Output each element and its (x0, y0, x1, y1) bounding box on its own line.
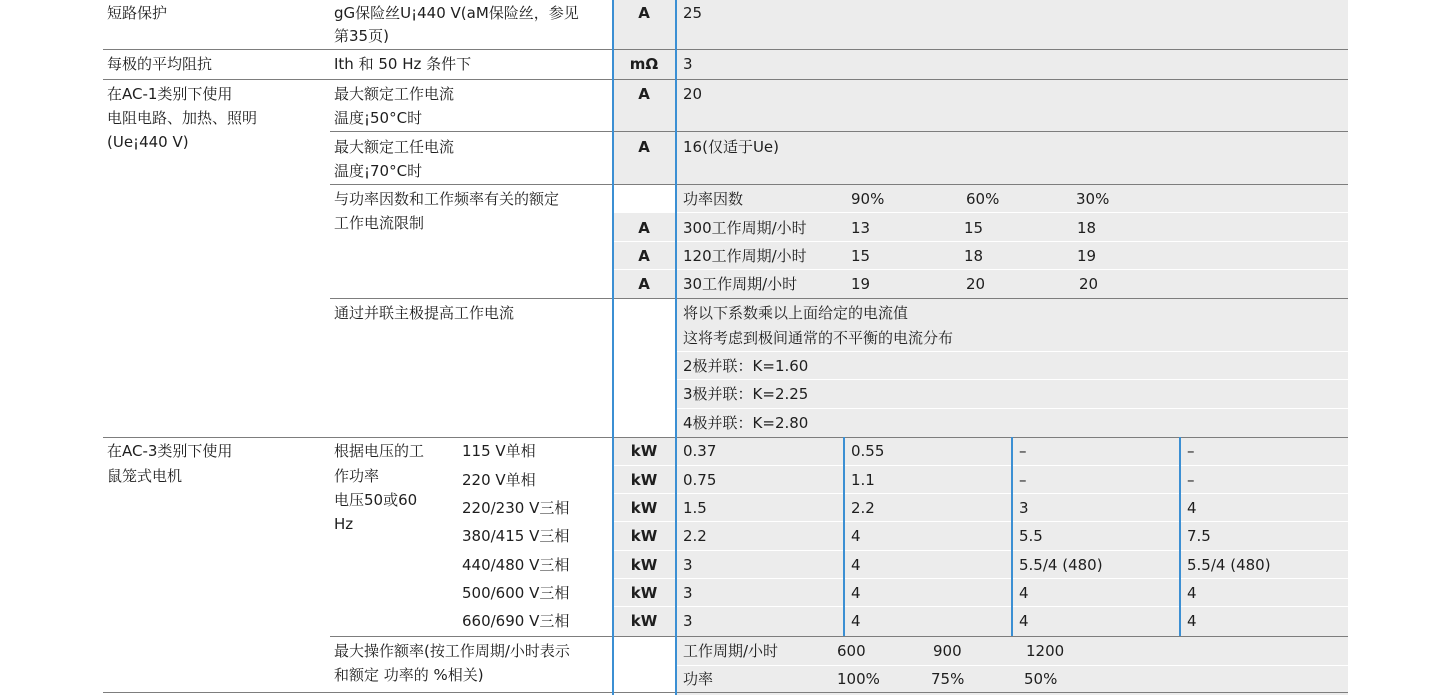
cell-separator (677, 379, 1348, 380)
unit-cell: kW (630, 471, 658, 489)
cell-separator (614, 212, 1348, 213)
cycle-row-value: 18 (1077, 219, 1097, 237)
row-divider (330, 131, 1348, 132)
power-value: 4 (1019, 584, 1029, 602)
power-value: 4 (851, 527, 861, 545)
cell-separator (614, 521, 1348, 522)
parallel-k-value: 4极并联：K=2.80 (683, 414, 809, 432)
power-value: 3 (1019, 499, 1029, 517)
power-value: 4 (1187, 499, 1197, 517)
power-value: 0.55 (851, 442, 885, 460)
power-value: 3 (683, 584, 693, 602)
power-by-voltage-label: 电压50或60 (334, 491, 418, 509)
current-limit-label: 与功率因数和工作频率有关的额定 (334, 190, 560, 208)
cycle-row-value: 15 (851, 247, 871, 265)
voltage-label: 440/480 V三相 (462, 556, 570, 574)
power-value: – (1187, 471, 1195, 489)
frequency-row-label: 功率 (683, 670, 714, 688)
cell-separator (614, 606, 1348, 607)
max-current-70-label: 温度¡70°C时 (334, 162, 423, 180)
unit-cell: A (638, 4, 650, 22)
power-value: 4 (851, 612, 861, 630)
power-by-voltage-label: 作功率 (334, 467, 380, 485)
power-value: – (1019, 471, 1027, 489)
unit-cell: A (638, 138, 650, 156)
power-value: 5.5 (1019, 527, 1043, 545)
voltage-label: 500/600 V三相 (462, 584, 570, 602)
ac1-category-label: 电阻电路、加热、照明 (107, 109, 258, 127)
unit-cell: A (638, 85, 650, 103)
power-value: 4 (1187, 612, 1197, 630)
row-divider (103, 49, 1348, 50)
power-value: – (1187, 442, 1195, 460)
frequency-row-value: 100% (837, 670, 880, 688)
voltage-label: 220 V单相 (462, 471, 536, 489)
short-circuit-condition: 第35页) (334, 27, 389, 45)
cycle-row-value: 13 (851, 219, 871, 237)
row-divider (330, 184, 1348, 185)
short-circuit-label: 短路保护 (107, 4, 168, 22)
power-value: 2.2 (683, 527, 707, 545)
max-current-70-value: 16(仅适于Ue) (683, 138, 779, 156)
unit-cell: A (638, 219, 650, 237)
cell-separator (677, 351, 1348, 352)
cycle-row-label: 30工作周期/小时 (683, 275, 798, 293)
unit-cell: A (638, 275, 650, 293)
cycle-row-value: 20 (966, 275, 986, 293)
unit-cell: kW (630, 499, 658, 517)
max-current-70-label: 最大额定工任电流 (334, 138, 455, 156)
cycle-row-value: 20 (1079, 275, 1099, 293)
current-limit-label: 工作电流限制 (334, 214, 425, 232)
value-column-rule (1011, 437, 1013, 636)
unit-column-right-rule (675, 0, 677, 695)
max-frequency-label: 和额定 功率的 %相关) (334, 666, 484, 684)
short-circuit-condition: gG保险丝U¡440 V(aM保险丝，参见 (334, 4, 579, 22)
cycle-row-label: 300工作周期/小时 (683, 219, 807, 237)
row-divider (330, 636, 1348, 637)
cell-separator (677, 665, 1348, 666)
cycle-row-value: 19 (1077, 247, 1097, 265)
power-value: 2.2 (851, 499, 875, 517)
cell-separator (614, 465, 1348, 466)
frequency-row-value: 75% (931, 670, 965, 688)
impedance-condition: Ith 和 50 Hz 条件下 (334, 55, 472, 73)
row-divider (103, 437, 1348, 438)
row-divider (103, 692, 1348, 693)
frequency-row-label: 工作周期/小时 (683, 642, 779, 660)
impedance-label: 每极的平均阻抗 (107, 55, 213, 73)
row-divider (103, 79, 1348, 80)
cycle-row-label: 120工作周期/小时 (683, 247, 807, 265)
voltage-label: 660/690 V三相 (462, 612, 570, 630)
power-value: 0.37 (683, 442, 717, 460)
unit-cell: kW (630, 584, 658, 602)
cell-separator (614, 241, 1348, 242)
power-factor-header: 30% (1076, 190, 1110, 208)
cycle-row-value: 15 (964, 219, 984, 237)
cell-separator (614, 578, 1348, 579)
max-current-50-label: 最大额定工作电流 (334, 85, 455, 103)
power-value: 4 (851, 556, 861, 574)
cycle-row-value: 19 (851, 275, 871, 293)
cycle-row-value: 18 (964, 247, 984, 265)
value-column-rule (843, 437, 845, 636)
parallel-k-value: 2极并联：K=1.60 (683, 357, 809, 375)
cell-separator (614, 269, 1348, 270)
power-value: 7.5 (1187, 527, 1211, 545)
max-frequency-label: 最大操作额率(按工作周期/小时表示 (334, 642, 570, 660)
power-value: 1.5 (683, 499, 707, 517)
unit-cell: mΩ (629, 55, 659, 73)
power-factor-header: 90% (851, 190, 885, 208)
unit-cell: kW (630, 612, 658, 630)
cell-separator (677, 408, 1348, 409)
short-circuit-value: 25 (683, 4, 703, 22)
unit-cell: kW (630, 527, 658, 545)
cell-separator (614, 550, 1348, 551)
unit-cell: kW (630, 556, 658, 574)
ac3-category-label: 在AC-3类别下使用 (107, 442, 233, 460)
voltage-label: 380/415 V三相 (462, 527, 570, 545)
max-current-50-label: 温度¡50°C时 (334, 109, 423, 127)
unit-cell: A (638, 247, 650, 265)
parallel-note: 将以下系数乘以上面给定的电流值 (683, 304, 909, 322)
ac1-category-label: 在AC-1类别下使用 (107, 85, 233, 103)
parallel-poles-label: 通过并联主极提高工作电流 (334, 304, 515, 322)
power-factor-header: 功率因数 (683, 190, 744, 208)
row-divider (330, 298, 1348, 299)
power-by-voltage-label: 根据电压的工 (334, 442, 425, 460)
frequency-row-value: 1200 (1026, 642, 1065, 660)
power-value: – (1019, 442, 1027, 460)
ac3-category-label: 鼠笼式电机 (107, 467, 183, 485)
power-value: 4 (851, 584, 861, 602)
power-value: 5.5/4 (480) (1187, 556, 1271, 574)
power-value: 1.1 (851, 471, 875, 489)
power-value: 4 (1019, 612, 1029, 630)
ac1-category-label: (Ue¡440 V) (107, 133, 189, 151)
cell-separator (614, 493, 1348, 494)
power-value: 3 (683, 556, 693, 574)
power-value: 0.75 (683, 471, 717, 489)
frequency-row-value: 600 (837, 642, 866, 660)
voltage-label: 220/230 V三相 (462, 499, 570, 517)
power-value: 4 (1187, 584, 1197, 602)
frequency-row-value: 900 (933, 642, 962, 660)
parallel-note: 这将考虑到极间通常的不平衡的电流分布 (683, 329, 954, 347)
voltage-label: 115 V单相 (462, 442, 536, 460)
power-value: 5.5/4 (480) (1019, 556, 1103, 574)
impedance-value: 3 (683, 55, 693, 73)
power-value: 3 (683, 612, 693, 630)
frequency-row-value: 50% (1024, 670, 1058, 688)
value-column-rule (1179, 437, 1181, 636)
unit-cell: kW (630, 442, 658, 460)
max-current-50-value: 20 (683, 85, 703, 103)
power-by-voltage-label: Hz (334, 515, 354, 533)
power-factor-header: 60% (966, 190, 1000, 208)
parallel-k-value: 3极并联：K=2.25 (683, 385, 809, 403)
